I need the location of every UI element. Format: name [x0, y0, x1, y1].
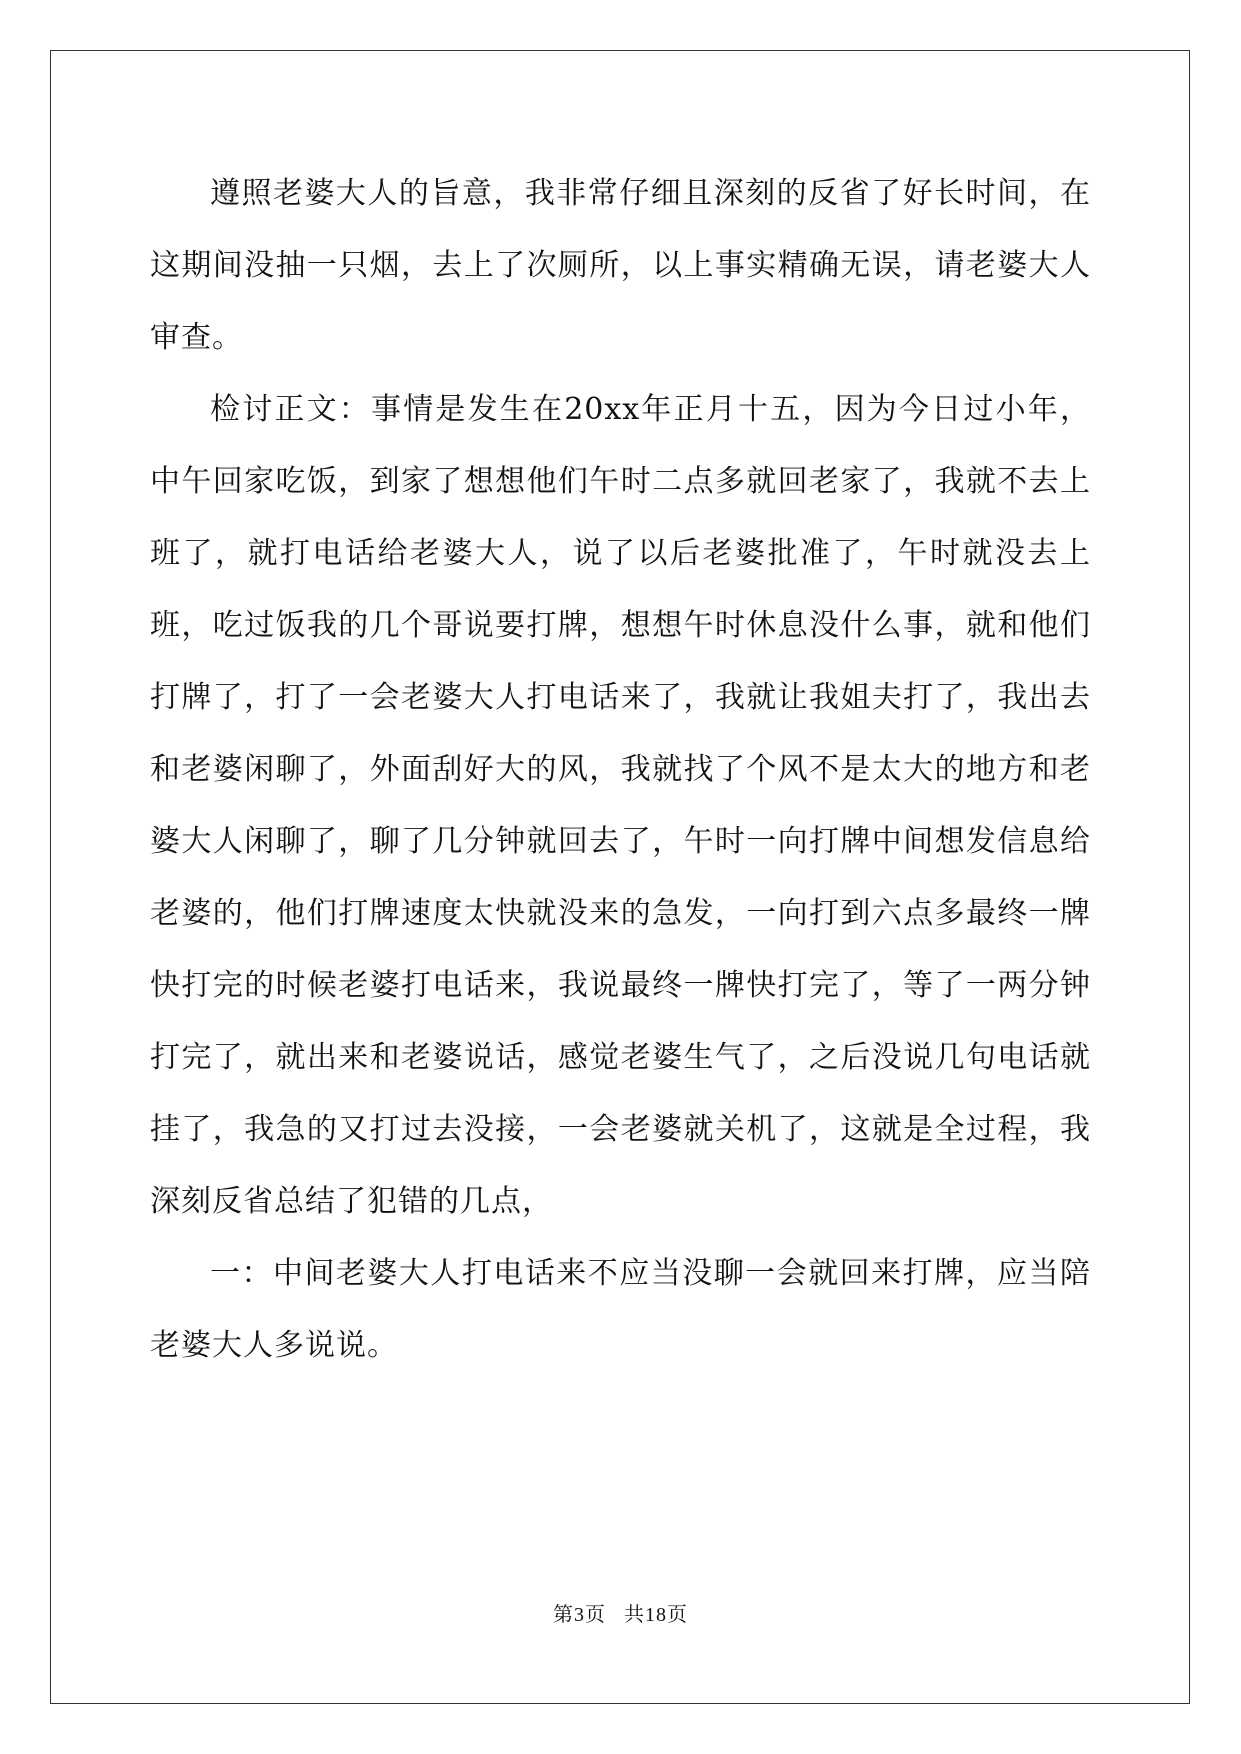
paragraph-preface: 遵照老婆大人的旨意，我非常仔细且深刻的反省了好长时间，在这期间没抽一只烟，去上了次厕所，以上事实精确无误，请老婆大人审查。: [150, 176, 1091, 355]
total-pages-label: 共18页: [624, 1604, 688, 1626]
page-footer: [0, 1600, 1241, 1630]
paragraph-main-text: 检讨正文：事情是发生在20xx年正月十五，因为今日过小年，中午回家吃饭，到家了想想他们午时二点多就回老家了，我就不去上班了，就打电话给老婆大人，说了以后老婆批准了，午时就没去上班，吃过饭我的几个哥说要打牌，想想午时休息没什么事，就和他们打牌了，打了一会老婆大人打电话来了，我就让我姐夫打了，我出去和老婆闲聊了，外面刮好大的风，我就找了个风不是太大的地方和老婆大人闲聊了，聊了几分钟就回去了，午时一向打牌中间想发信息给老婆的，他们打牌速度太快就没来的急发，一向打到六点多最终一牌快打完的时候老婆打电话来，我说最终一牌快打完了，等了一两分钟打完了，就出来和老婆说话，感觉老婆生气了，之后没说几句电话就挂了，我急的又打过去没接，一会老婆就关机了，这就是全过程，我深刻反省总结了犯错的几点，: [150, 392, 1091, 1219]
document-body: [150, 158, 1091, 1382]
current-page-label: 第3页: [553, 1604, 606, 1626]
paragraph-point-one: 一：中间老婆大人打电话来不应当没聊一会就回来打牌，应当陪老婆大人多说说。: [150, 1256, 1091, 1363]
